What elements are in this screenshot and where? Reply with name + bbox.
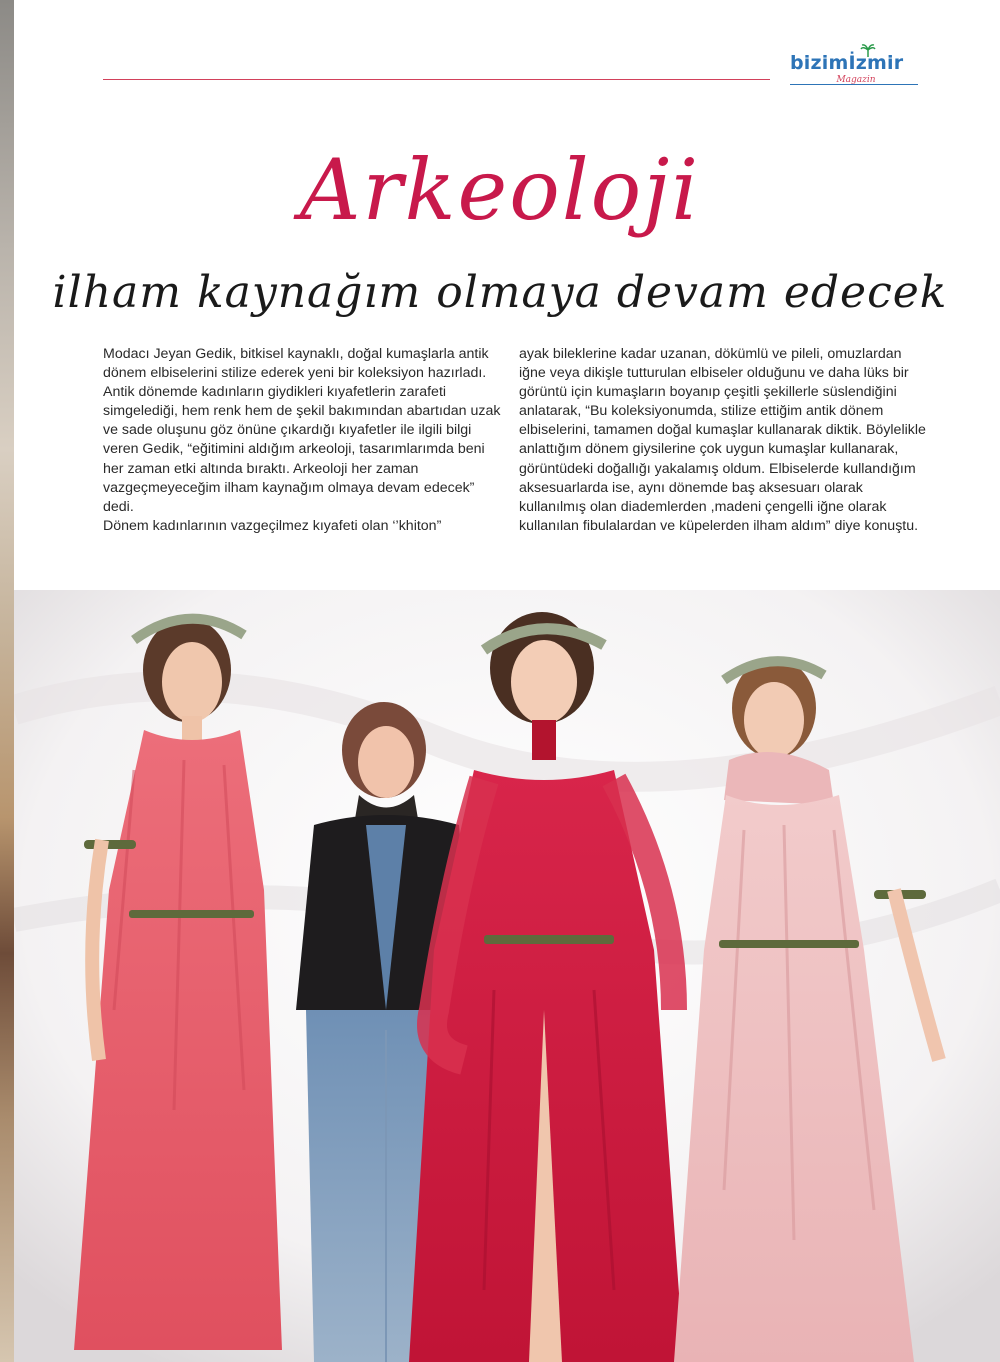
article-subtitle: ilham kaynağım olmaya devam edecek [52,267,948,318]
text-column-left [103,345,503,536]
fashion-photo [14,590,1000,1362]
text-column-right [519,345,929,536]
paragraph: Antik dönemde kadınların giydikleri kıyafetlerin zarafeti simgelediği, hem renk hem de şekil bakımından abartıdan uzak ve sade oluşunu göz önüne çıkardığı kıyafetler ile ilgili bilgi veren Gedik, “eğitimini aldığım arkeoloji, tasarımlarımda beni her zaman etki altında bıraktı. Arkeoloji her zaman vazgeçmeyeceğim ilham kaynağım olmaya devam edecek” dedi. [103,384,501,515]
logo-subtitle: Magazin [836,75,876,85]
paragraph: Dönem kadınlarının vazgeçilmez kıyafeti olan ‘’khiton” [103,517,442,534]
header-rule [103,79,770,80]
brand-logo [790,52,920,96]
palm-icon [860,44,876,58]
logo-text: bizimİzmir [790,52,904,74]
article-title: Arkeoloji [299,141,701,239]
paragraph: Modacı Jeyan Gedik, bitkisel kaynaklı, doğal kumaşlarla antik dönem elbiselerini stilize ederek yeni bir koleksiyon hazırladı. [103,346,489,382]
paragraph: ayak bileklerine kadar uzanan, dökümlü ve pileli, omuzlardan iğne veya dikişle tutturulan elbiseler olduğunu ve daha lüks bir görüntü için kumaşların boyanıp çeşitli şekillerle süslendiğini anlatarak, “Bu koleksiyonumda, stilize ettiğim antik dönem elbiselerini, tamamen doğal kumaşlar kullanarak diktik. Böylelikle anlattığım dönem giysilerine çok uygun kumaşlar kullanarak, görüntüdeki doğallığı yakalamış oldum. Elbiselerde kullandığım aksesuarlarda ise, aynı dönemde baş aksesuarı olarak kullanılmış olan diademlerden ,madeni çengelli iğne olarak kullanılan fibulalardan ve küpelerden ilham aldım” diye konuştu. [519,346,926,534]
